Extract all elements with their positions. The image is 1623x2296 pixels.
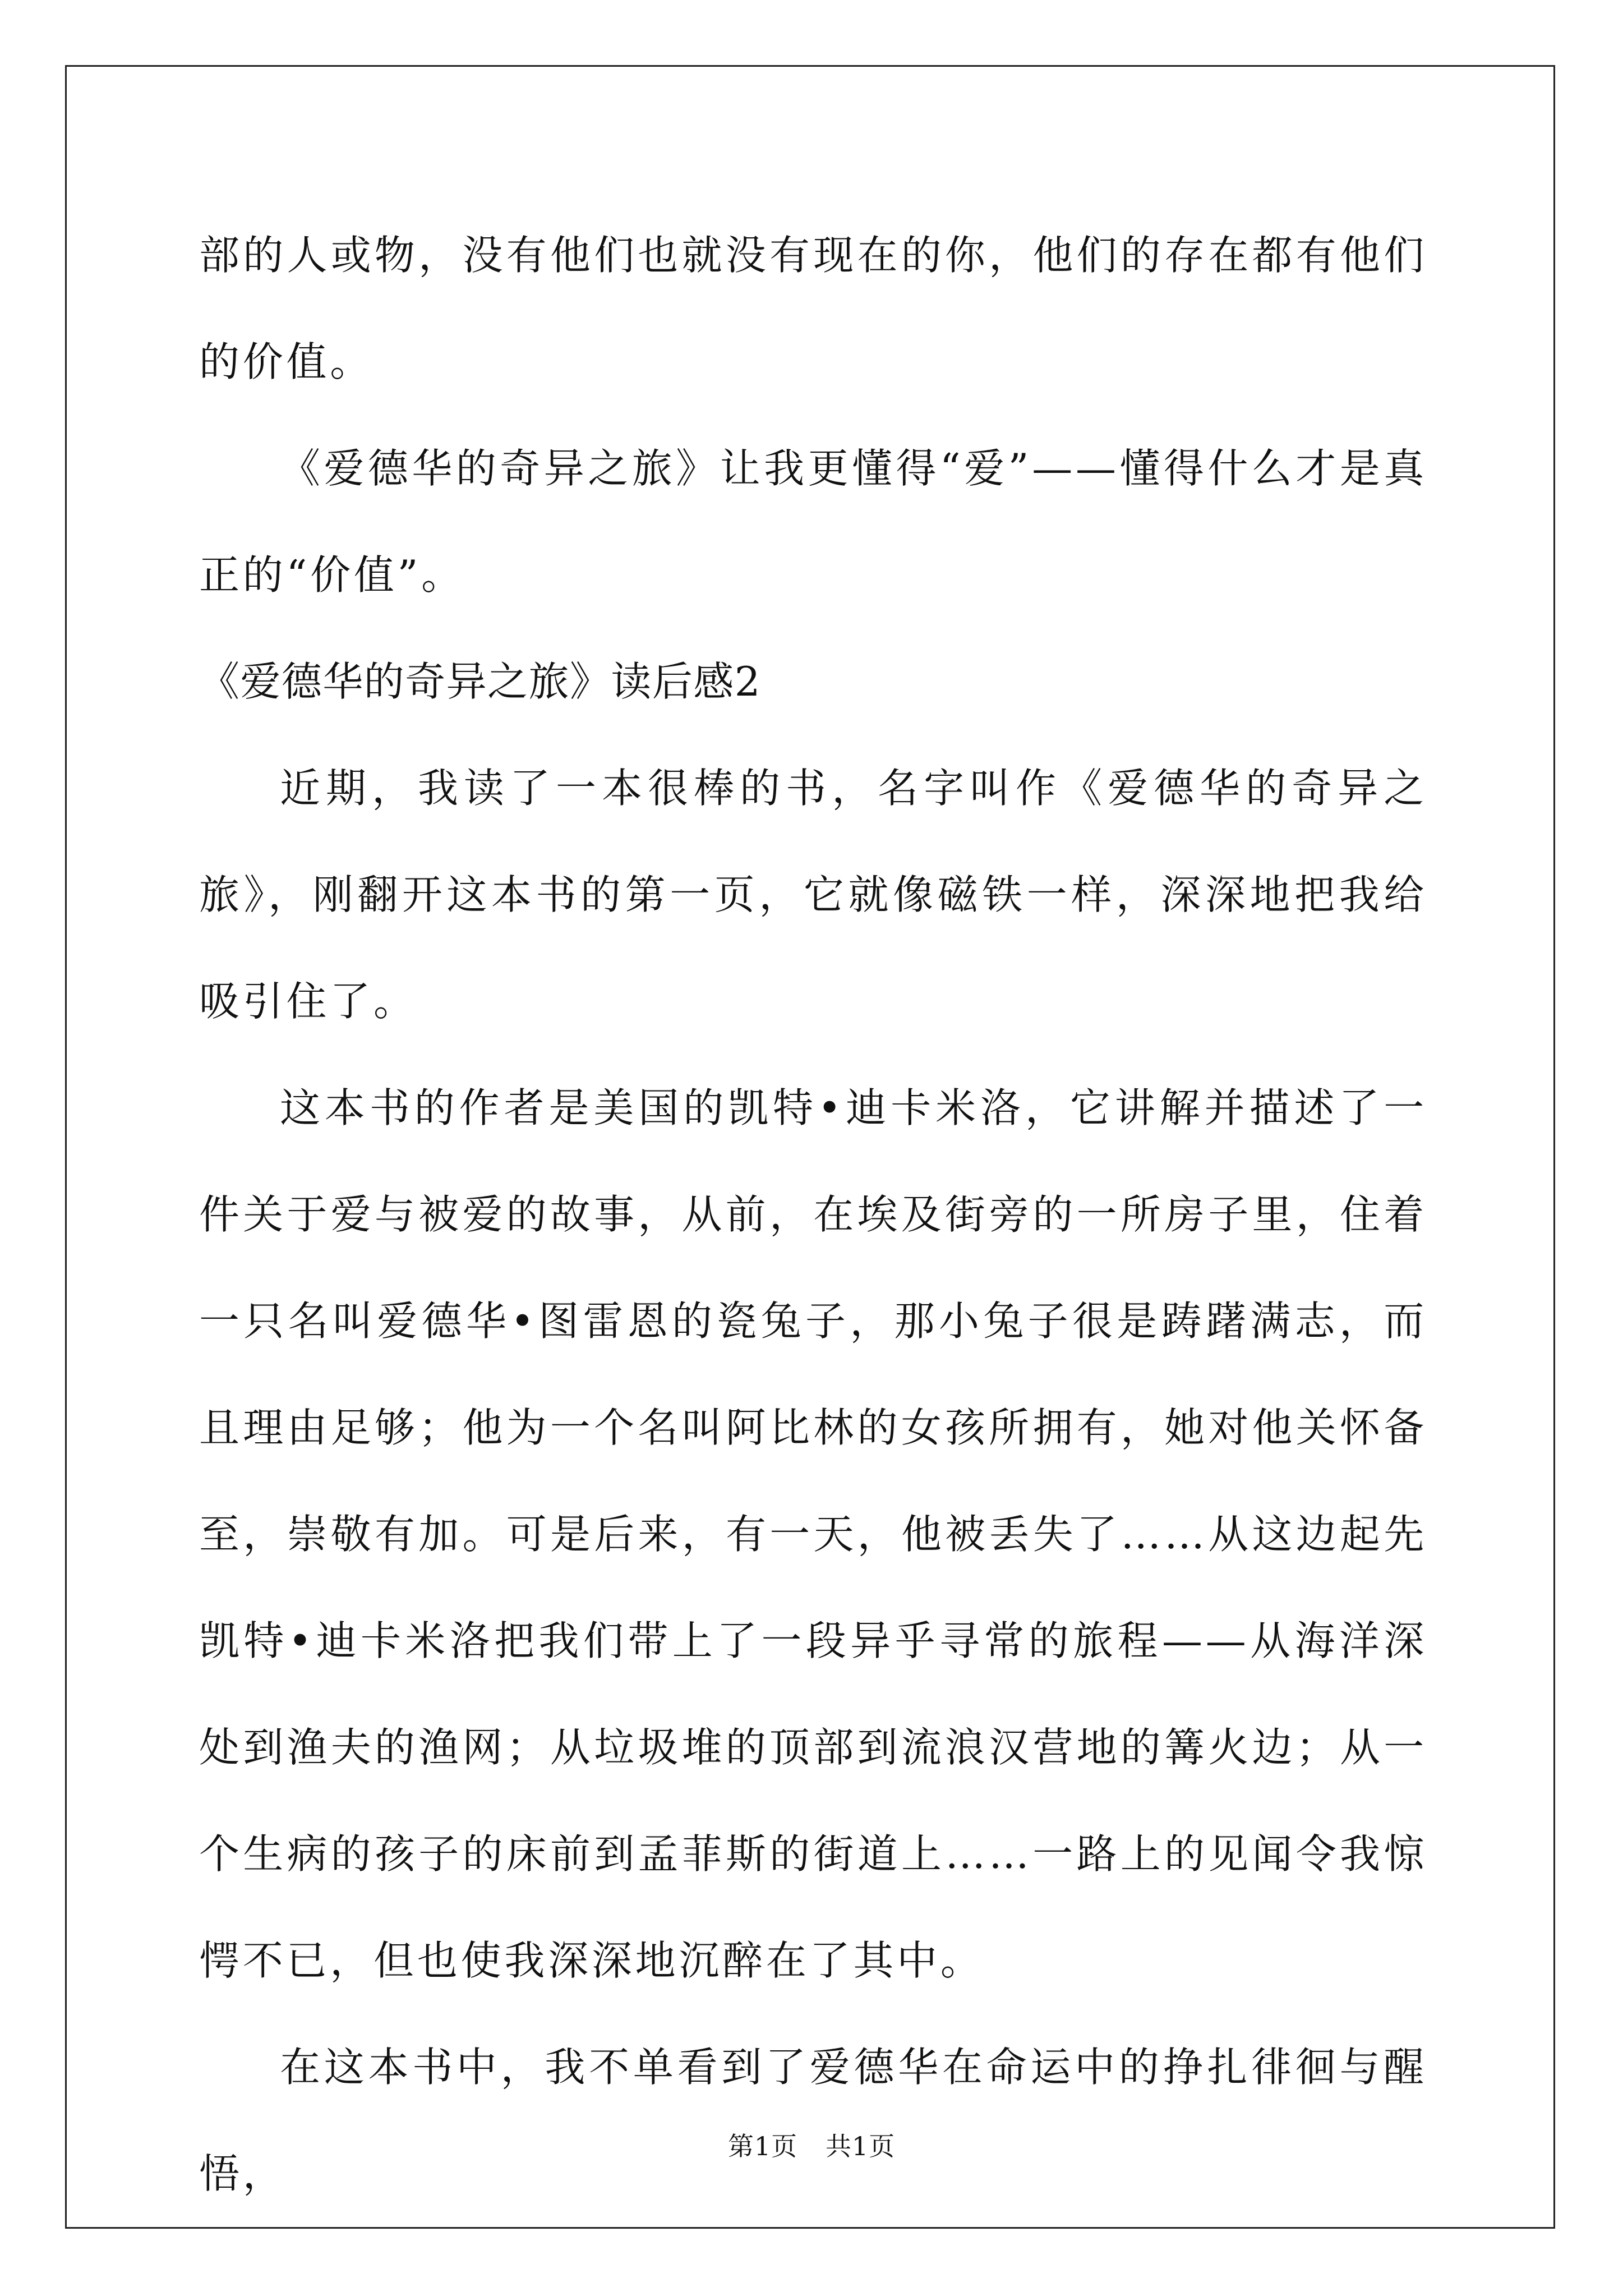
- page-total: 共1页: [826, 2131, 896, 2161]
- paragraph-4: 这本书的作者是美国的凯特•迪卡米洛，它讲解并描述了一件关于爱与被爱的故事，从前，在埃及街旁的一所房子里，住着一只名叫爱德华•图雷恩的瓷兔子，那小兔子很是踌躇满志，而且理由足够；他为一个名叫阿比林的女孩所拥有，她对他关怀备至，崇敬有加。可是后来，有一天，他被丢失了……从这边起先凯特•迪卡米洛把我们带上了一段异乎寻常的旅程——从海洋深处到渔夫的渔网；从垃圾堆的顶部到流浪汉营地的篝火边；从一个生病的孩子的床前到孟菲斯的街道上……一路上的见闻令我惊愕不已，但也使我深深地沉醉在了其中。: [199, 1084, 1427, 1984]
- paragraph-3: 近期，我读了一本很棒的书，名字叫作《爱德华的奇异之旅》，刚翻开这本书的第一页，它就像磁铁一样，深深地把我给吸引住了。: [199, 765, 1427, 1025]
- paragraph-2: 《爱德华的奇异之旅》让我更懂得“爱”——懂得什么才是真正的“价值”。: [199, 445, 1427, 599]
- paragraph-1: 部的人或物，没有他们也就没有现在的你，他们的存在都有他们的价值。: [199, 232, 1427, 385]
- paragraph-5: 在这本书中，我不单看到了爱德华在命运中的挣扎徘徊与醒悟，: [199, 2044, 1427, 2197]
- section-heading: 《爱德华的奇异之旅》读后感2: [199, 658, 761, 705]
- document-body: [199, 202, 1427, 2227]
- page-number: 第1页: [727, 2131, 797, 2161]
- page-footer: [0, 2126, 1623, 2163]
